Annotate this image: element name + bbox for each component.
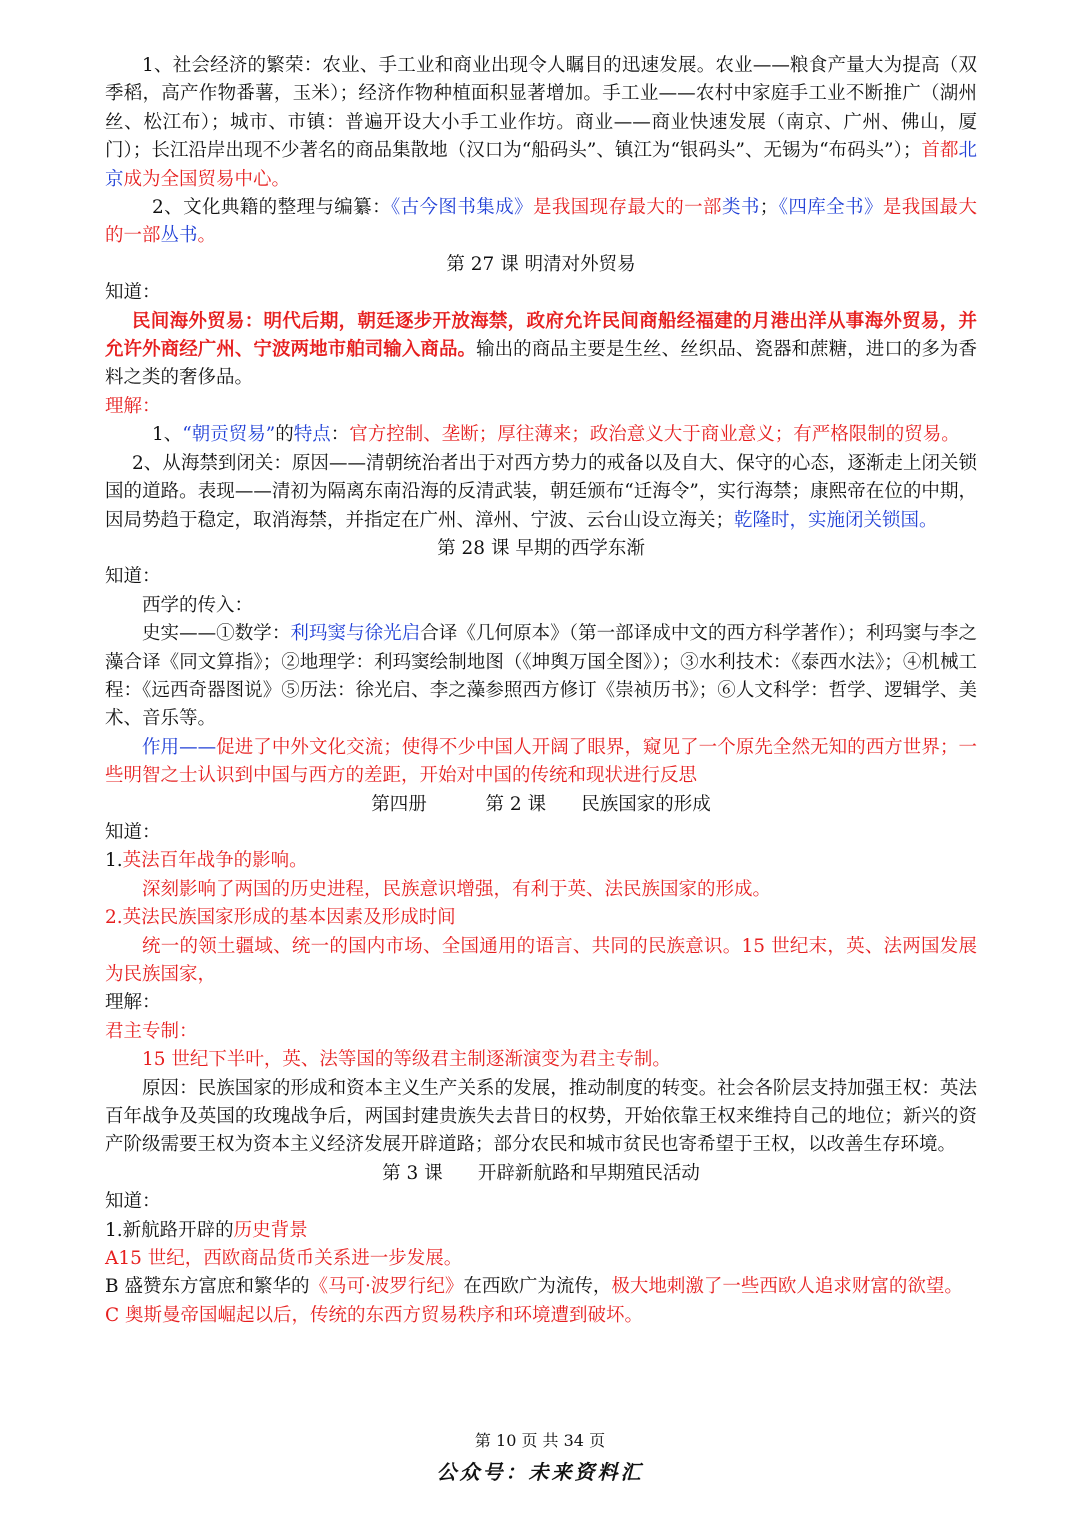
monarchy-reason: 原因：民族国家的形成和资本主义生产关系的发展，推动制度的转变。社会各阶层支持加强王权：英法百年战争及英国的玫瑰战争后，两国封建贵族失去昔日的权势，开始依靠王权来维持自己的地位；新兴的资产阶级需要王权为资本主义经济发展开辟道路；部分农民和城市贫民也寄希望于王权，以改善生存环境。 [105,1077,977,1156]
question-1: 1.英法百年战争的影响。 [105,850,308,872]
background-a: A15 世纪，西欧商品货币关系进一步发展。 [105,1248,463,1270]
paragraph-western-learning-facts: 史实——①数学：利玛窦与徐光启合译《几何原本》（第一部译成中文的西方科学著作）；利玛窦与李之藻合译《同文算指》；②地理学：利玛窦绘制地图（《坤舆万国全图》）；③水利技术：《泰西水法》；④机械工程：《远西奇器图说》⑤历法：徐光启、李之藻参照西方修订《崇祯历书》；⑥人文科学：哲学、逻辑学、美术、音乐等。 [105,623,977,730]
paragraph-western-learning-intro: 西学的传入： [142,594,254,616]
paragraph-economy: 1、社会经济的繁荣：农业、手工业和商业出现令人瞩目的迅速发展。农业——粮食产量大为提高（双季稻，高产作物番薯，玉米）；经济作物种植面积显著增加。手工业——农村中家庭手工业不断推广（湖州丝、松江布）；城市、市镇：普遍开设大小手工业作坊。商业——商业快速发展（南京、广州、佛山，厦门）；长江沿岸出现不少著名的商品集散地（汉口为“船码头”、镇江为“银码头”、无锡为“布码头”）；首都北京成为全国贸易中心。 [105,55,977,190]
know-label: 知道： [105,1191,161,1213]
monarchy-answer: 15 世纪下半叶，英、法等国的等级君主制逐渐演变为君主专制。 [142,1049,671,1071]
paragraph-closed-door: 2、从海禁到闭关：原因——清朝统治者出于对西方势力的戒备以及自大、保守的心态，逐渐走上闭关锁国的道路。表现——清初为隔离东南沿海的反清武装，朝廷颁布“迁海令”，实行海禁；康熙帝在位的中期，因局势趋于稳定，取消海禁，并指定在广州、漳州、宁波、云台山设立海关；乾隆时，实施闭关锁国。 [105,452,977,531]
lesson-3-title: 第 3 课 开辟新航路和早期殖民活动 [382,1162,700,1184]
lesson-27-title: 第 27 课 明清对外贸易 [446,253,636,275]
background-c: C 奥斯曼帝国崛起以后，传统的东西方贸易秩序和环境遭到破坏。 [105,1304,644,1326]
background-b: B 盛赞东方富庶和繁华的《马可·波罗行纪》在西欧广为流传，极大地刺激了一些西欧人追求财富的欲望。 [105,1276,963,1298]
understand-label: 理解： [105,395,161,417]
book4-lesson2-title: 第四册 第 2 课 民族国家的形成 [371,793,711,815]
know-label: 知道： [105,282,161,304]
page-number: 第 10 页 共 34 页 [474,1431,606,1450]
brand-footer: 公众号：未来资料汇 [436,1460,644,1484]
know-label: 知道： [105,566,161,588]
answer-1: 深刻影响了两国的历史进程，民族意识增强，有利于英、法民族国家的形成。 [142,878,772,900]
paragraph-tribute-trade: 1、“朝贡贸易”的特点：官方控制、垄断；厚往薄来；政治意义大于商业意义；有严格限制的贸易。 [152,424,960,446]
understand-label: 理解： [105,992,161,1014]
lesson-28-title: 第 28 课 早期的西学东渐 [437,537,645,559]
document-page [105,52,977,1330]
answer-2: 统一的领土疆域、统一的国内市场、全国通用的语言、共同的民族意识。15 世纪末，英、法两国发展为民族国家， [105,935,977,985]
know-label: 知道： [105,821,161,843]
paragraph-private-trade: 民间海外贸易：明代后期，朝廷逐步开放海禁，政府允许民间商船经福建的月港出洋从事海外贸易，并允许外商经广州、宁波两地市舶司输入商品。输出的商品主要是生丝、丝织品、瓷器和蔗糖，进口的多为香料之类的奢侈品。 [105,310,977,389]
paragraph-western-learning-effect: 作用——促进了中外文化交流；使得不少中国人开阔了眼界，窥见了一个原先全然无知的西方世界；一些明智之士认识到中国与西方的差距，开始对中国的传统和现状进行反思 [105,736,977,787]
paragraph-classics: 2、文化典籍的整理与编纂：《古今图书集成》是我国现存最大的一部类书；《四库全书》是我国最大的一部丛书。 [105,197,977,247]
monarchy-heading: 君主专制： [105,1020,198,1042]
background-heading: 1.新航路开辟的历史背景 [105,1219,308,1241]
question-2: 2.英法民族国家形成的基本因素及形成时间 [105,907,456,929]
